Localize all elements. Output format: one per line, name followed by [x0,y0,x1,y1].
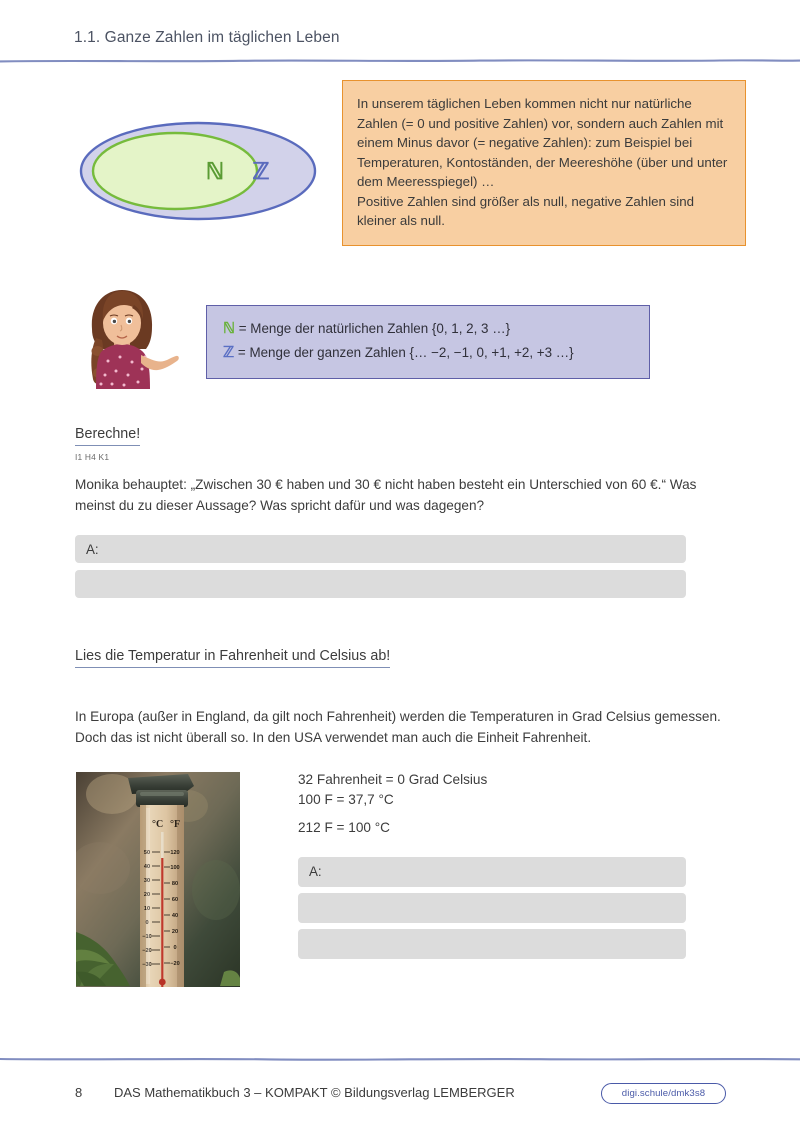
svg-text:20: 20 [143,892,151,898]
svg-text:0: 0 [145,920,149,926]
scale-label-celsius: °C [152,819,164,830]
header-divider-rule [0,58,800,64]
conversion-line-1: 32 Fahrenheit = 0 Grad Celsius [298,772,488,787]
task-2-answer-field-1[interactable]: A: [298,857,686,887]
definition-row-n [223,317,633,341]
svg-text:−20: −20 [142,948,152,954]
tube-shadow-right [177,805,184,987]
svg-text:20: 20 [171,929,179,935]
girl-illustration [72,283,182,389]
thermometer-bulb [159,979,166,986]
conversion-line-2: 100 F = 37,7 °C [298,791,394,807]
svg-text:50: 50 [143,850,151,856]
task-1-answer-field-1[interactable]: A: [75,535,686,563]
conversion-list [298,770,487,838]
svg-text:100: 100 [170,865,180,871]
footer-page-number: 8 [75,1085,83,1100]
svg-text:60: 60 [171,897,179,903]
svg-text:−10: −10 [142,934,152,940]
bokeh-4 [192,860,240,920]
task-2-answer-field-3[interactable] [298,929,686,959]
definition-row-z [223,341,633,365]
svg-text:40: 40 [171,913,179,919]
svg-text:−30: −30 [142,962,152,968]
mercury-column [161,858,163,987]
svg-text:40: 40 [143,864,151,870]
task-2-answer-field-2[interactable] [298,893,686,923]
pupil-left [113,320,116,323]
svg-text:120: 120 [170,850,180,856]
symbol-z: ℤ [223,345,235,362]
thermometer-photo [76,772,240,987]
symbol-n: ℕ [223,321,236,337]
task-2-heading: Lies die Temperatur in Fahrenheit und Celsius ab! [75,648,390,668]
definition-text-n: = Menge der natürlichen Zahlen {0, 1, 2, 3 …} [238,321,511,336]
venn-label-n: ℕ [205,159,225,184]
scale-label-fahrenheit: °F [170,819,181,830]
info-box [342,80,746,246]
conversion-line-3: 212 F = 100 °C [298,820,390,836]
pupil-right [128,320,131,323]
svg-text:80: 80 [171,881,179,887]
task-1-heading: Berechne! [75,426,140,446]
venn-label-z: ℤ [252,159,270,184]
info-box-paragraph-1: In unserem täglichen Leben kommen nicht nur natürliche Zahlen (= 0 und positive Zahlen) vor, sondern auch Zahlen mit einem Minus davor (= negative Zahlen): zum Beispiel bei Temperaturen, Kontoständen, der Meereshöhe (über und unter dem Meeresspiegel) … [357,96,728,190]
info-box-paragraph-2: Positive Zahlen sind größer als null, negative Zahlen sind kleiner als null. [357,193,695,229]
svg-text:30: 30 [143,878,151,884]
svg-text:10: 10 [143,906,151,912]
shirt [96,344,150,389]
svg-text:−20: −20 [170,961,180,967]
footer-imprint: DAS Mathematikbuch 3 – KOMPAKT © Bildungsverlag LEMBERGER [114,1085,515,1100]
task-1-text: Monika behauptet: „Zwischen 30 € haben und 30 € nicht haben besteht ein Unterschied von 60 €.“ Was meinst du zu dieser Aussage? Was spricht dafür und was dagegen? [75,477,697,514]
definition-box [206,305,650,379]
footer-divider-rule [0,1056,800,1062]
venn-inner-ellipse-n [93,133,257,209]
task-1-competency-code: I1 H4 K1 [75,452,110,462]
svg-text:0: 0 [173,945,177,951]
cap-highlight [140,792,184,796]
definition-text-z: = Menge der ganzen Zahlen {… −2, −1, 0, +1, +2, +3 …} [237,345,574,361]
page-title: 1.1. Ganze Zahlen im täglichen Leben [74,29,340,46]
task-1-answer-field-2[interactable] [75,570,686,598]
task-2-text: In Europa (außer in England, da gilt noch Fahrenheit) werden die Temperaturen in Grad Celsius gemessen. Doch das ist nicht überall so. In den USA verwendet man auch die Einheit Fahrenheit. [75,709,721,746]
venn-diagram [78,120,318,222]
footer-digi-schule-badge[interactable]: digi.schule/dmk3s8 [601,1083,726,1104]
